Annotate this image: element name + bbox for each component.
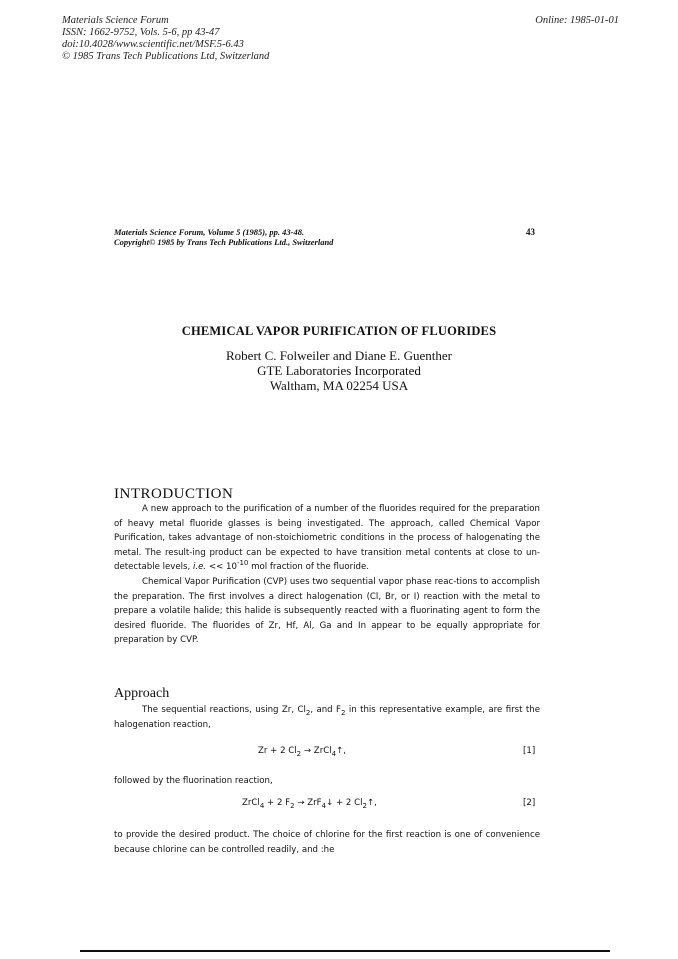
citation-journal: Materials Science Forum [62, 15, 169, 26]
p1-text-c: mol fraction of the fluoride. [248, 562, 369, 573]
citation-copyright: © 1985 Trans Tech Publications Ltd, Switzerland [62, 51, 270, 62]
online-date: Online: 1985-01-01 [535, 15, 619, 26]
equation-1-number: [1] [523, 746, 536, 756]
paper-title: CHEMICAL VAPOR PURIFICATION OF FLUORIDES [181, 324, 497, 338]
p1-text-b: << 10 [206, 562, 237, 573]
subscript: 4 [331, 750, 337, 758]
eq2-part: ↓ + 2 Cl [326, 798, 363, 808]
subscript: 2 [305, 709, 311, 717]
subscript: 2 [340, 709, 346, 717]
journal-header [114, 227, 333, 247]
subscript: 4 [321, 802, 327, 810]
subscript: 4 [259, 802, 265, 810]
citation-block [62, 15, 269, 63]
p1-text: A new approach to the purification of a number of the fluorides required for the preparation of heavy metal fluoride glasses is being investigated. The approach, called Chemical Vapor Purification, takes advantage of non-stoichiometric conditions in the process of halogenating the metal. The result-ing product can be expected to have transition metal contents at close to un-detectable levels, [114, 504, 540, 573]
authors: Robert C. Folweiler and Diane E. Guenther [226, 348, 452, 363]
affiliation: GTE Laboratories Incorporated [257, 363, 421, 378]
followed-text: followed by the fluorination reaction, [114, 776, 273, 786]
p1-ie: i.e. [193, 562, 207, 573]
introduction-paragraph-1 [114, 502, 540, 575]
eq2-part: + 2 F [264, 798, 291, 808]
subscript: 2 [290, 802, 295, 810]
closing-text: to provide the desired product. The choice of chlorine for the first reaction is one of convenience because chlorine can be controlled readily, and :he [114, 830, 540, 855]
eq2-part: ↑, [366, 798, 377, 808]
subscript: 2 [296, 750, 302, 758]
p1-exponent: -10 [236, 559, 249, 568]
citation-issn: ISSN: 1662-9752, Vols. 5-6, pp 43-47 [62, 27, 220, 38]
approach-text-a: The sequential reactions, using Zr, Cl [142, 705, 306, 715]
footer-rule [80, 950, 610, 952]
approach-paragraph [114, 703, 540, 732]
introduction-heading: INTRODUCTION [114, 486, 234, 502]
approach-body [114, 703, 540, 732]
introduction-paragraph-2: Chemical Vapor Purification (CVP) uses two sequential vapor phase reac-tions to accomplish the preparation. The first involves a direct halogenation (Cl, Br, or I) reaction with the metal to prepare a volatile halide; this halide is subsequently reacted with a fluorinating agent to form the desired fluoride. The fluorides of Zr, Hf, Al, Ga and In appear to be equally appropriate for preparation by CVP. [114, 576, 540, 646]
eq1-part: Zr + 2 Cl [258, 746, 297, 756]
page-number: 43 [526, 227, 535, 237]
approach-heading: Approach [114, 686, 170, 701]
equation-2 [242, 798, 377, 808]
introduction-body [114, 502, 540, 648]
eq1-part: ↑, [336, 746, 347, 756]
journal-volume: Materials Science Forum, Volume 5 (1985), pp. 43-48. [114, 227, 305, 237]
approach-text-c: in this representative example, are first the halogenation reaction, [114, 705, 540, 730]
eq2-part: → ZrF [294, 798, 322, 808]
approach-text-b: , and F [310, 705, 341, 715]
address: Waltham, MA 02254 USA [269, 378, 409, 393]
journal-copyright: Copyright© 1985 by Trans Tech Publications Ltd., Switzerland [114, 237, 334, 247]
equation-2-number: [2] [523, 798, 536, 808]
eq2-part: ZrCl [242, 798, 260, 808]
author-block [0, 348, 678, 393]
citation-doi[interactable]: doi:10.4028/www.scientific.net/MSF.5-6.43 [62, 39, 244, 50]
eq1-part: → ZrCl [301, 746, 332, 756]
equation-1 [258, 746, 346, 756]
subscript: 2 [362, 802, 367, 810]
